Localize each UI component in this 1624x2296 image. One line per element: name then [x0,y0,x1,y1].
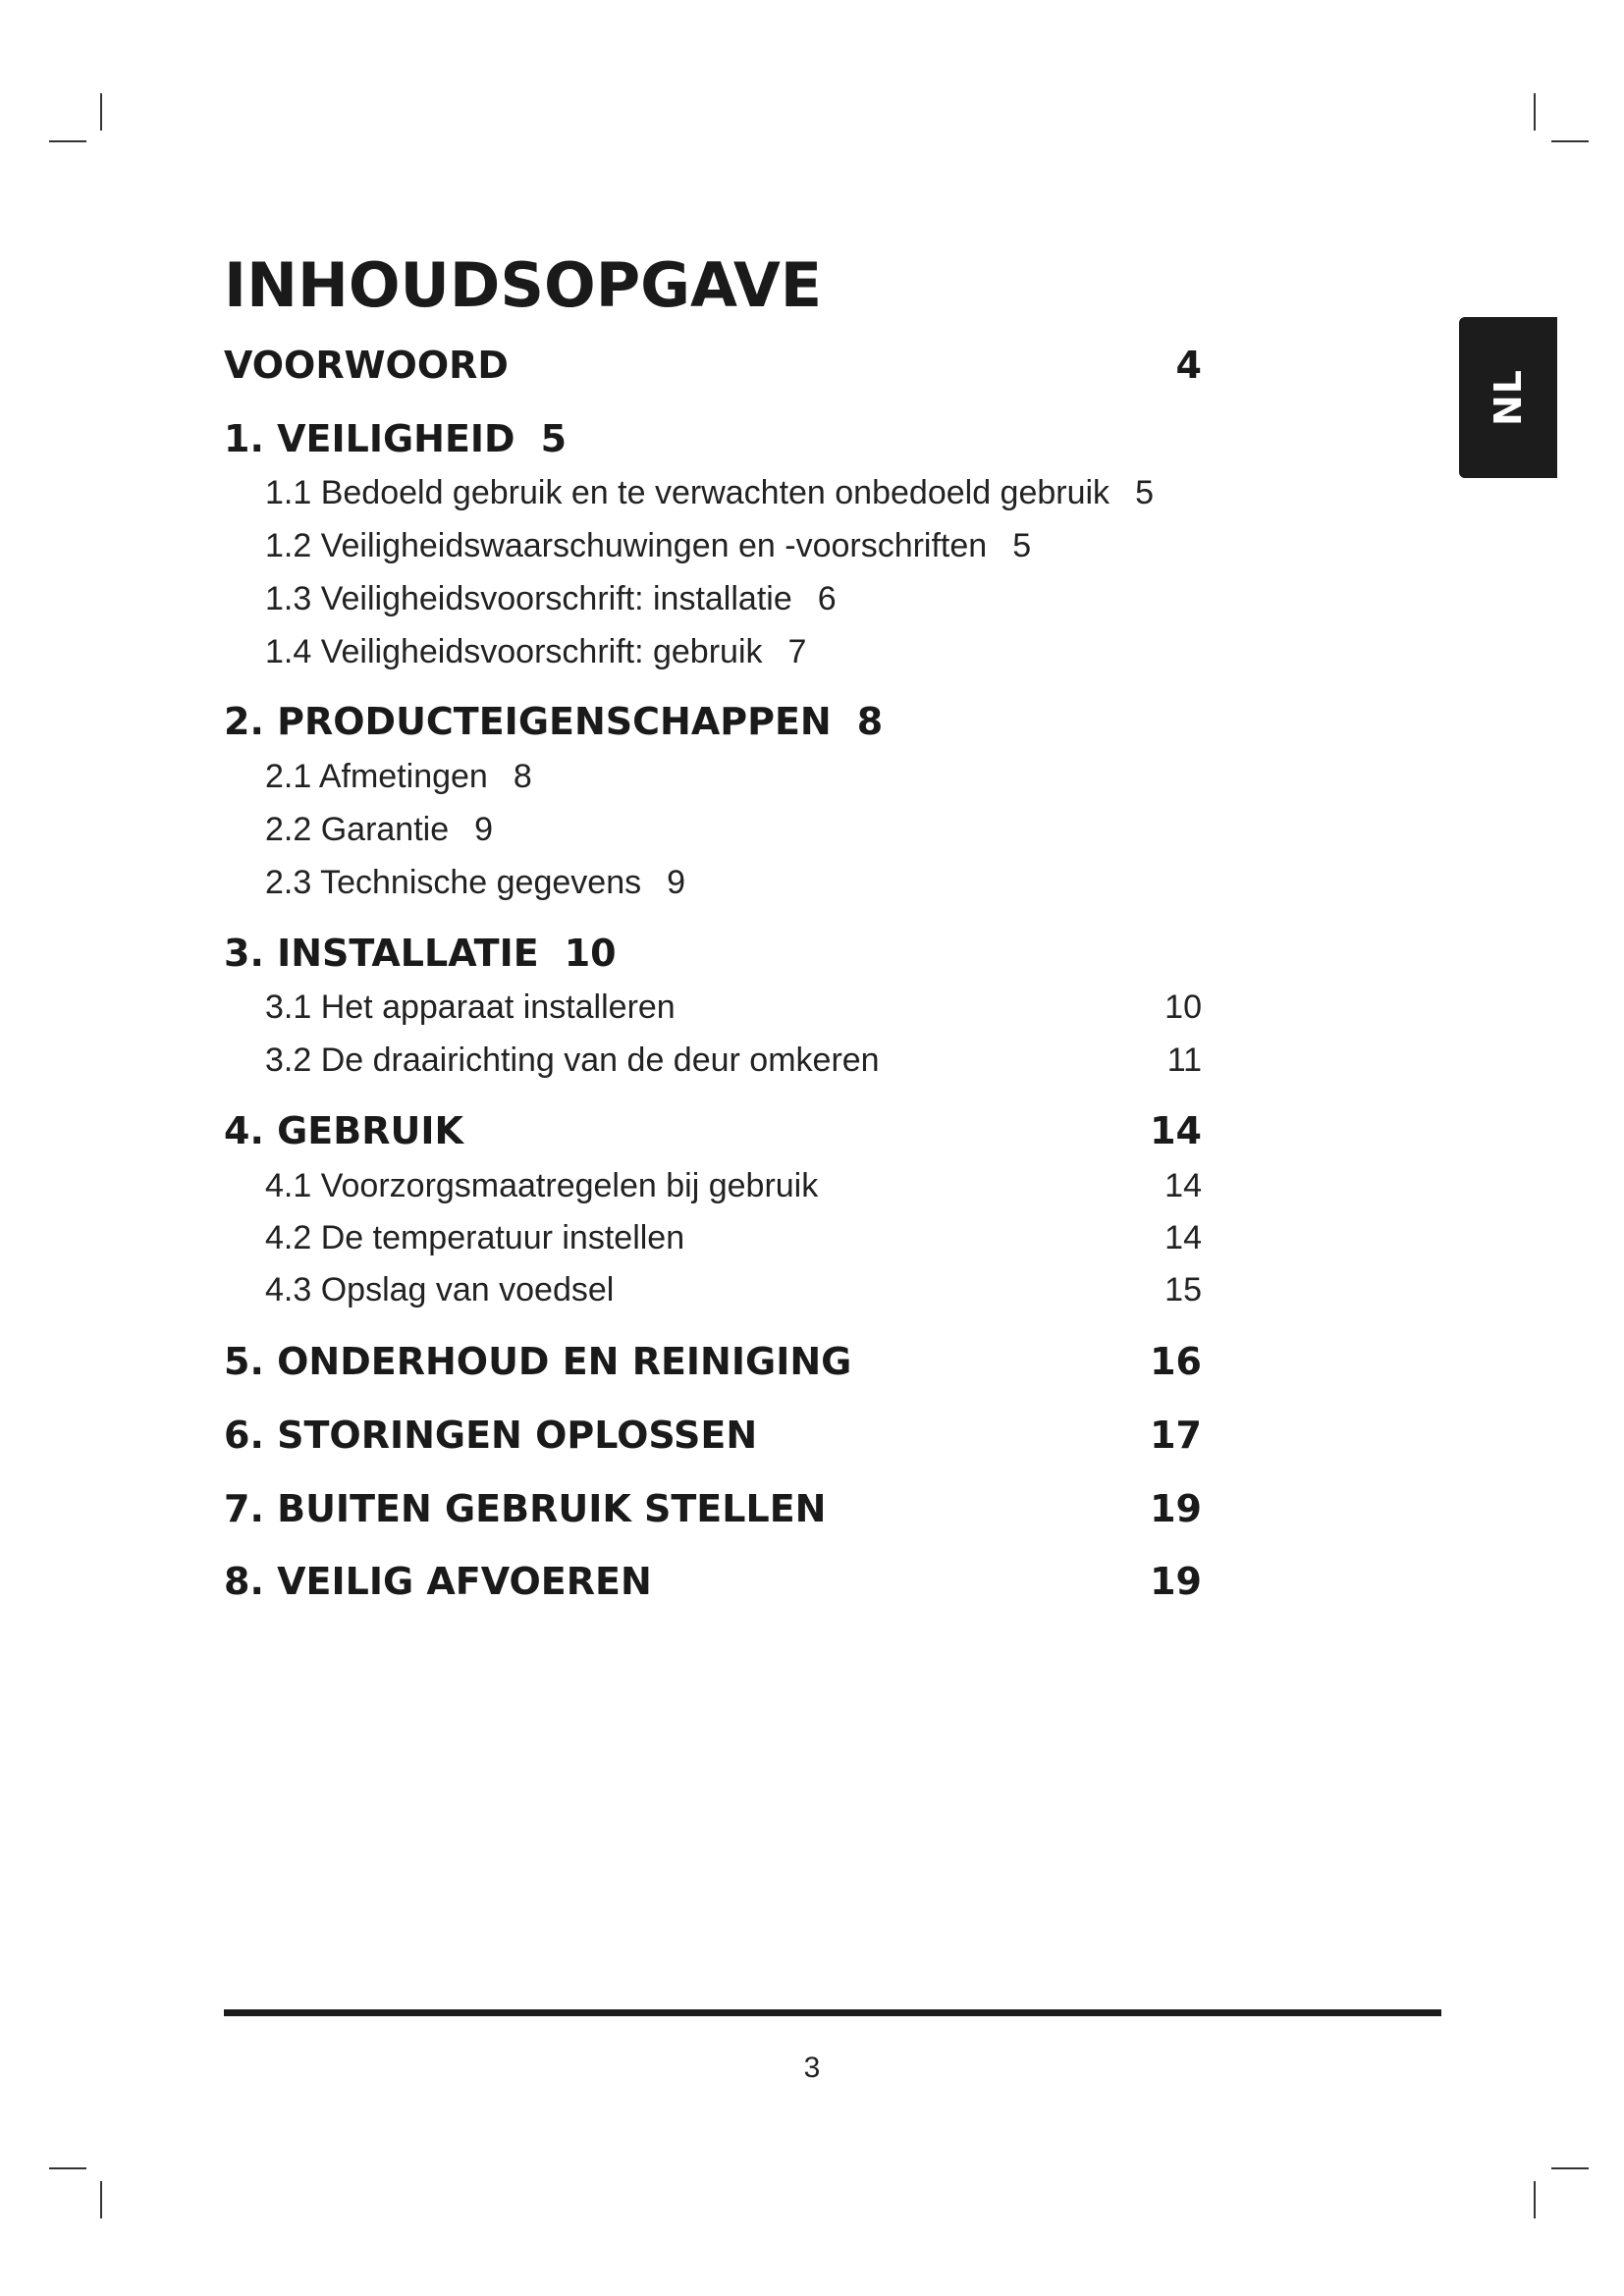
toc-entry-label: 3.1 Het apparaat installeren [265,988,676,1026]
toc-subentry-3-1[interactable] [265,988,1202,1027]
toc-entry-label: 4.2 De temperatuur instellen [265,1219,685,1256]
toc-entry-label: 6. STORINGEN OPLOSSEN [224,1414,758,1457]
toc-entry-page: 16 [1150,1340,1202,1383]
crop-mark [1551,140,1589,142]
toc-entry-label: 3. INSTALLATIE [224,932,539,975]
toc-entry-page: 9 [667,864,686,901]
toc-entry-section-6[interactable] [224,1414,1202,1457]
toc-entry-page: 15 [1164,1271,1202,1308]
crop-mark [49,2167,86,2169]
toc-entry-page: 4 [1175,344,1202,387]
toc-subentry-4-2[interactable] [265,1219,1202,1257]
toc-entry-page: 5 [1012,527,1032,564]
toc-entry-section-3[interactable] [224,932,1202,975]
toc-entry-label: 3.2 De draairichting van de deur omkeren [265,1041,880,1079]
crop-mark [100,93,102,131]
toc-entry-page: 5 [540,417,568,460]
toc-entry-label: 1.1 Bedoeld gebruik en te verwachten onbedoeld gebruik [265,474,1110,511]
toc-subentry-1-2[interactable] [265,527,1202,565]
toc-entry-page: 6 [817,580,837,617]
crop-mark [1534,93,1536,131]
footer-rule [224,2009,1441,2016]
toc-entry-page: 11 [1166,1041,1202,1079]
crop-mark [100,2181,102,2218]
toc-entry-page: 10 [564,932,617,975]
toc-entry-label: VOORWOORD [224,344,509,387]
toc-entry-label: 2.1 Afmetingen [265,758,488,795]
toc-entry-label: 2.3 Technische gegevens [265,864,642,901]
language-tab [1459,317,1557,478]
toc-subentry-1-3[interactable] [265,580,1202,618]
toc-entry-section-2[interactable] [224,700,1202,743]
crop-mark [49,140,86,142]
toc-entry-label: 1. VEILIGHEID [224,417,515,460]
toc-entry-page: 17 [1150,1414,1202,1457]
page-title: INHOUDSOPGAVE [224,249,823,321]
toc-entry-section-5[interactable] [224,1340,1202,1383]
toc-entry-page: 14 [1164,1167,1202,1204]
toc-entry-page: 5 [1135,474,1154,511]
toc-entry-label: 1.2 Veiligheidswaarschuwingen en -voorschriften [265,527,988,564]
toc-subentry-1-1[interactable] [265,474,1202,512]
toc-subentry-4-3[interactable] [265,1271,1202,1309]
toc-entry-label: 4. GEBRUIK [224,1109,463,1152]
toc-subentry-4-1[interactable] [265,1167,1202,1205]
toc-subentry-2-2[interactable] [265,811,1202,849]
toc-entry-label: 2.2 Garantie [265,811,450,848]
toc-entry-label: 8. VEILIG AFVOEREN [224,1560,652,1603]
toc-entry-page: 7 [787,633,807,670]
toc-entry-label: 1.3 Veiligheidsvoorschrift: installatie [265,580,792,617]
toc-entry-page: 9 [474,811,494,848]
table-of-contents [224,0,1202,2296]
page-number: 3 [803,2052,821,2084]
toc-entry-page: 10 [1164,988,1202,1026]
toc-entry-section-1[interactable] [224,417,1202,460]
toc-entry-page: 14 [1164,1219,1202,1256]
toc-entry-label: 1.4 Veiligheidsvoorschrift: gebruik [265,633,763,670]
toc-entry-page: 8 [513,758,532,795]
toc-entry-page: 8 [856,700,884,743]
crop-mark [1534,2181,1536,2218]
toc-entry-section-4[interactable] [224,1109,1202,1152]
toc-entry-page: 14 [1150,1109,1202,1152]
toc-entry-page: 19 [1150,1560,1202,1603]
toc-subentry-1-4[interactable] [265,633,1202,671]
toc-subentry-3-2[interactable] [265,1041,1202,1080]
toc-entry-label: 5. ONDERHOUD EN REINIGING [224,1340,852,1383]
toc-entry-section-7[interactable] [224,1487,1202,1530]
toc-subentry-2-1[interactable] [265,758,1202,796]
toc-entry-page: 19 [1150,1487,1202,1530]
toc-entry-section-8[interactable] [224,1560,1202,1603]
toc-subentry-2-3[interactable] [265,864,1202,902]
toc-entry-label: 7. BUITEN GEBRUIK STELLEN [224,1487,827,1530]
toc-entry-label: 4.1 Voorzorgsmaatregelen bij gebruik [265,1167,819,1204]
language-tab-label: NL [1487,368,1530,427]
toc-entry-label: 2. PRODUCTEIGENSCHAPPEN [224,700,832,743]
toc-entry-voorwoord[interactable] [224,344,1202,387]
toc-entry-label: 4.3 Opslag van voedsel [265,1271,615,1308]
crop-mark [1551,2167,1589,2169]
